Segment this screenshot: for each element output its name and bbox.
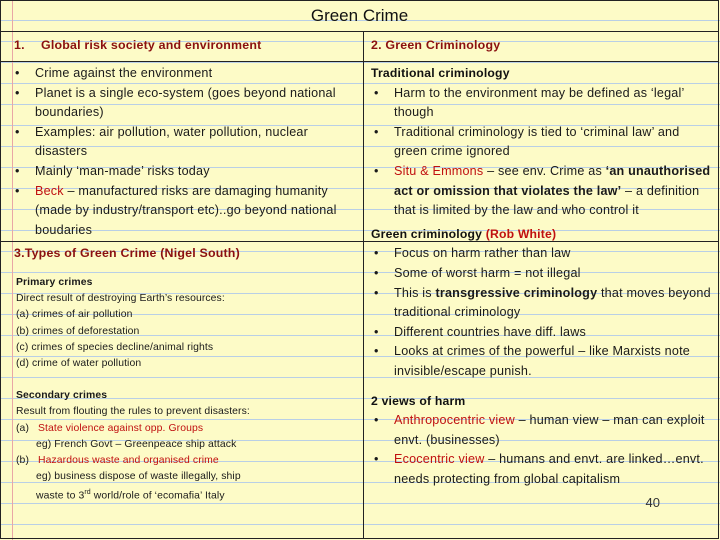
subheading: Traditional criminology: [371, 66, 510, 80]
list-item: • Anthropocentric view – human view – man can exploit envt. (businesses): [371, 411, 711, 450]
subheading: Primary crimes: [16, 277, 93, 288]
slide-number: 40: [645, 495, 660, 510]
list-item: • Crime against the environment: [12, 64, 357, 84]
list-item: (a) crimes of air pollution: [16, 309, 133, 321]
section-3-heading: 3.Types of Green Crime (Nigel South): [14, 246, 240, 260]
list-item: • Looks at crimes of the powerful – like Marxists note invisible/escape punish.: [371, 342, 711, 381]
list-item: • Ecocentric view – humans and envt. are linked…envt. needs protecting from global capitalism: [371, 450, 711, 489]
section-2-body: [371, 64, 711, 489]
list-item: (b) crimes of deforestation: [16, 325, 140, 337]
list-item: (d) crime of water pollution: [16, 358, 142, 370]
list-item: (c) crimes of species decline/animal rights: [16, 341, 214, 353]
list-item: • Examples: air pollution, water pollution, nuclear disasters: [12, 123, 357, 162]
author-name: Beck: [35, 183, 64, 198]
page-title: Green Crime: [1, 1, 718, 32]
section-1-body: [12, 64, 357, 240]
list-item: • Harm to the environment may be defined as ‘legal’ though: [371, 84, 711, 123]
subheading: Secondary crimes: [16, 390, 108, 402]
list-item: • Situ & Emmons – see env. Crime as ‘an unauthorised act or omission that violates the law’ – a definition that is limited by the law and who control it: [371, 162, 711, 221]
subheading: 2 views of harm: [371, 393, 466, 408]
list-item: • Beck – manufactured risks are damaging humanity (made by industry/transport etc)..go beyond national boudaries: [12, 182, 357, 241]
list-item: • Planet is a single eco-system (goes beyond national boundaries): [12, 84, 357, 123]
list-item: • Focus on harm rather than law: [371, 244, 711, 264]
row-divider-1: [1, 61, 718, 62]
section-3-body: Primary crimes Direct result of destroying Earth’s resources: (a) crimes of air pollution (b) crimes of deforestation (c) crimes of species decline/animal rights (d) crime of water pollution Secondary crimes Result from flouting the rules to prevent disasters: (a) State violence against opp. Groups eg) French Govt – Greenpeace ship attack (b) Hazardous waste and organised crime eg) business dispose of waste illegally, ship waste to 3rd world/role of ‘ecomafia’ Italy: [16, 275, 359, 505]
list-item: • This is transgressive criminology that moves beyond traditional criminology: [371, 284, 711, 323]
column-divider: [363, 31, 364, 539]
list-item: (b) Hazardous waste and organised crime: [16, 455, 219, 467]
list-item: (a) State violence against opp. Groups: [16, 422, 204, 434]
section-1-heading: 1. Global risk society and environment: [14, 38, 262, 52]
list-item: • Some of worst harm = not illegal: [371, 264, 711, 284]
list-item: • Different countries have diff. laws: [371, 323, 711, 343]
list-item: • Mainly ‘man-made’ risks today: [12, 162, 357, 182]
subheading: Green criminology (Rob White): [371, 226, 557, 241]
list-item: • Traditional criminology is tied to ‘criminal law’ and green crime ignored: [371, 123, 711, 162]
section-2-heading: 2. Green Criminology: [371, 38, 501, 52]
